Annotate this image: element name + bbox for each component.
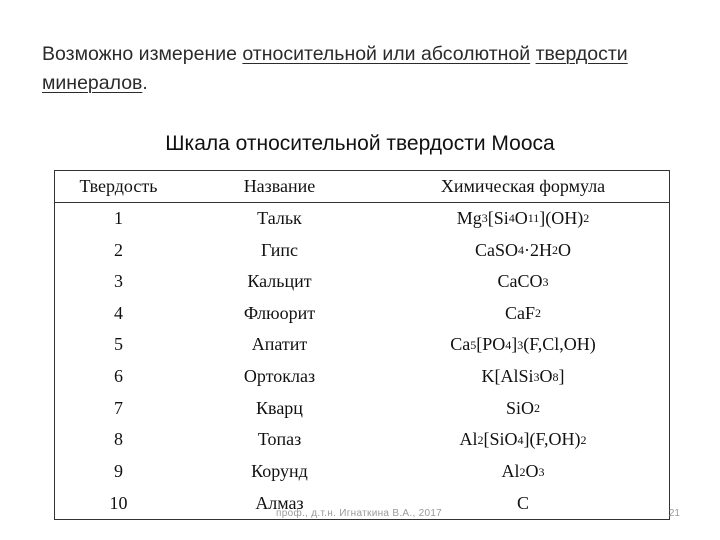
formula-text: CaSO — [474, 239, 518, 260]
formula-text: C — [516, 492, 529, 513]
formula-text: O — [558, 239, 571, 260]
formula-text: Mg — [456, 207, 482, 228]
cell-hardness: 2 — [114, 239, 123, 260]
formula-text: ](OH) — [539, 207, 584, 228]
cell-mineral-name: Топаз — [257, 429, 302, 450]
formula-text: SiO — [505, 397, 534, 418]
cell-mineral-name: Кварц — [256, 397, 303, 418]
formula-text: [PO — [476, 334, 506, 355]
cell-mineral-name: Апатит — [251, 334, 308, 355]
cell-hardness: 8 — [114, 429, 123, 450]
cell-mineral-name: Тальк — [257, 207, 302, 228]
formula-text: Al — [501, 461, 520, 482]
cell-hardness: 9 — [114, 461, 123, 482]
intro-text-3: . — [142, 72, 148, 94]
column-header-formula: Химическая формула — [377, 171, 669, 203]
cell-chemical-formula: CaSO 4 ·2H 2 O — [474, 239, 571, 260]
cell-hardness: 3 — [114, 271, 123, 292]
formula-text: O — [539, 366, 553, 387]
cell-chemical-formula: Mg 3 [Si 4 O 11 ](OH) 2 — [456, 207, 590, 228]
formula-text: O — [514, 207, 528, 228]
formula-text: ·2H — [524, 239, 552, 260]
intro-link-measurement[interactable]: относительной или абсолютной — [242, 43, 531, 65]
cell-chemical-formula: CaF 2 — [504, 302, 541, 323]
cell-chemical-formula: K[AlSi 3 O 8 ] — [481, 366, 565, 387]
column-header-name: Название — [182, 171, 377, 203]
cell-mineral-name: Ортоклаз — [243, 366, 316, 387]
mohs-hardness-table — [54, 170, 670, 520]
intro-text-1: Возможно измерение — [42, 43, 243, 65]
cell-hardness: 10 — [109, 492, 128, 513]
formula-text: (F,Cl,OH) — [523, 334, 596, 355]
formula-text: Al — [459, 429, 478, 450]
column-header-hardness: Твердость — [55, 171, 182, 203]
cell-mineral-name: Флюорит — [243, 302, 316, 323]
cell-mineral-name: Алмаз — [255, 492, 304, 513]
cell-hardness: 5 — [114, 334, 123, 355]
formula-text: [SiO — [483, 429, 518, 450]
footer-credit: проф., д.т.н. Игнаткина В.А., 2017 — [276, 508, 443, 519]
formula-text: CaCO — [497, 271, 543, 292]
formula-text: ] — [511, 334, 518, 355]
cell-chemical-formula: Ca 5 [PO 4 ] 3 (F,Cl,OH) — [450, 334, 596, 355]
formula-text: ] — [558, 366, 565, 387]
formula-text: CaF — [504, 302, 535, 323]
formula-text: K[AlSi — [481, 366, 534, 387]
cell-chemical-formula: SiO 2 — [505, 397, 540, 418]
formula-text: ](F,OH) — [523, 429, 581, 450]
intro-paragraph — [42, 40, 682, 98]
intro-link-hardness[interactable]: твердости минералов — [42, 43, 628, 94]
cell-hardness: 7 — [114, 397, 123, 418]
cell-hardness: 6 — [114, 366, 123, 387]
cell-chemical-formula: Al 2 O 3 — [501, 461, 545, 482]
formula-text: Ca — [450, 334, 471, 355]
page-number: 21 — [668, 508, 680, 519]
cell-mineral-name: Кальцит — [247, 271, 312, 292]
cell-mineral-name: Гипс — [261, 239, 298, 260]
formula-text: [Si — [487, 207, 509, 228]
cell-chemical-formula: CaCO 3 — [497, 271, 549, 292]
cell-hardness: 4 — [114, 302, 123, 323]
table-title: Шкала относительной твердости Мооса — [165, 132, 555, 155]
cell-chemical-formula: Al 2 [SiO 4 ](F,OH) 2 — [459, 429, 587, 450]
cell-mineral-name: Корунд — [251, 461, 308, 482]
cell-hardness: 1 — [114, 207, 123, 228]
formula-text: O — [525, 461, 539, 482]
